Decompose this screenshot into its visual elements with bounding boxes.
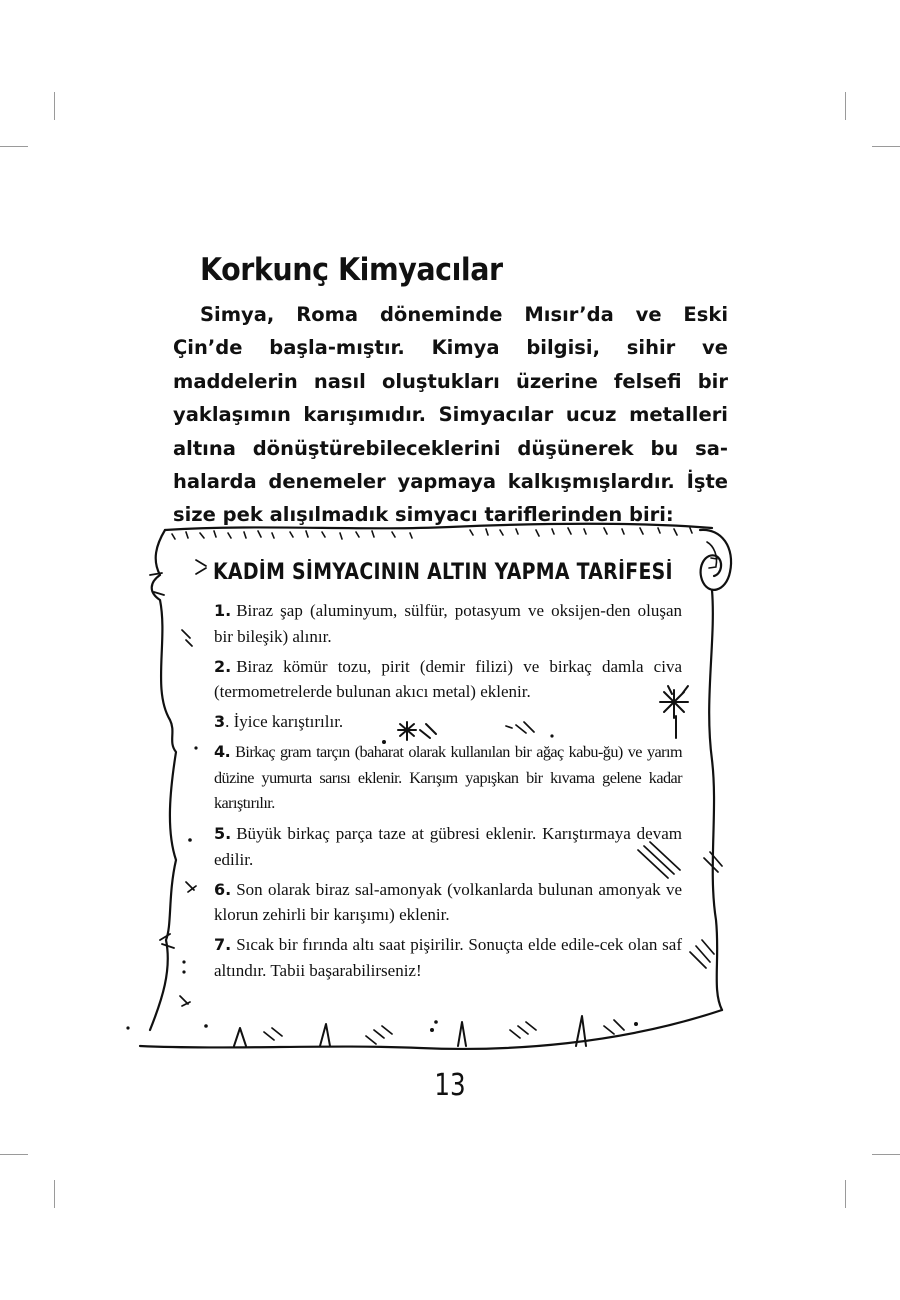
article-heading: Korkunç Kimyacılar [200, 252, 503, 288]
step-text: Son olarak biraz sal-amonyak (volkanlarda bulunan amonyak ve klorun zehirli bir karışımı) eklenir. [214, 879, 682, 924]
recipe-step [214, 821, 682, 872]
scroll-top-texture [172, 528, 692, 539]
step-number: 2. [214, 656, 232, 676]
recipe-steps [214, 598, 682, 988]
step-number: 7. [214, 935, 232, 954]
recipe-title: KADİM SİMYACININ ALTIN YAPMA TARİFESİ [213, 560, 673, 585]
step-number: 1. [214, 601, 232, 620]
step-number: 6. [214, 879, 232, 899]
recipe-step [214, 709, 682, 735]
step-number: 3 [214, 712, 226, 731]
step-text: . İyice karıştırılır. [225, 712, 344, 731]
scroll-top-edge [165, 524, 712, 530]
scroll-bottom-spikes [234, 1016, 586, 1046]
scroll-right-edge [709, 590, 722, 1010]
step-text: Biraz kömür tozu, pirit (demir filizi) ve birkaç damla civa (termometrelerde bulunan akıcı metal) eklenir. [214, 656, 682, 701]
step-text: Birkaç gram tarçın (baharat olarak kullanılan bir ağaç kabu-ğu) ve yarım düzine yumurta sarısı eklenir. Karışım yapışkan bir kıvama gelene kadar karıştırılır. [214, 743, 682, 812]
article-intro: Simya, Roma döneminde Mısır’da ve Eski Çin’de başla-mıştır. Kimya bilgisi, sihir ve maddelerin nasıl oluştukları üzerine felsefi bir yaklaşımın karışımıdır. Simyacılar ucuz metalleri altına dönüştürebileceklerini düşünerek bu sa-halarda denemeler yapmaya kalkışmışlardır. İşte size pek alışılmadık simyacı tariflerinden biri: [173, 303, 728, 527]
recipe-step [214, 654, 682, 705]
recipe-step [214, 877, 682, 928]
step-text: Büyük birkaç parça taze at gübresi eklenir. Karıştırmaya devam edilir. [214, 824, 682, 869]
recipe-step [214, 598, 682, 649]
step-number: 5. [214, 824, 232, 843]
scroll-curl [700, 530, 731, 590]
recipe-step [214, 932, 682, 983]
step-number: 4. [214, 742, 231, 761]
recipe-step [214, 739, 682, 817]
scroll-left-edge [150, 530, 176, 1030]
page-number: 13 [434, 1068, 466, 1103]
step-text: Biraz şap (aluminyum, sülfür, potasyum ve oksijen-den oluşan bir bileşik) alınır. [214, 601, 682, 646]
step-text: Sıcak bir fırında altı saat pişirilir. Sonuçta elde edile-cek olan saf altındır. Tabii başarabilirseniz! [214, 935, 682, 980]
